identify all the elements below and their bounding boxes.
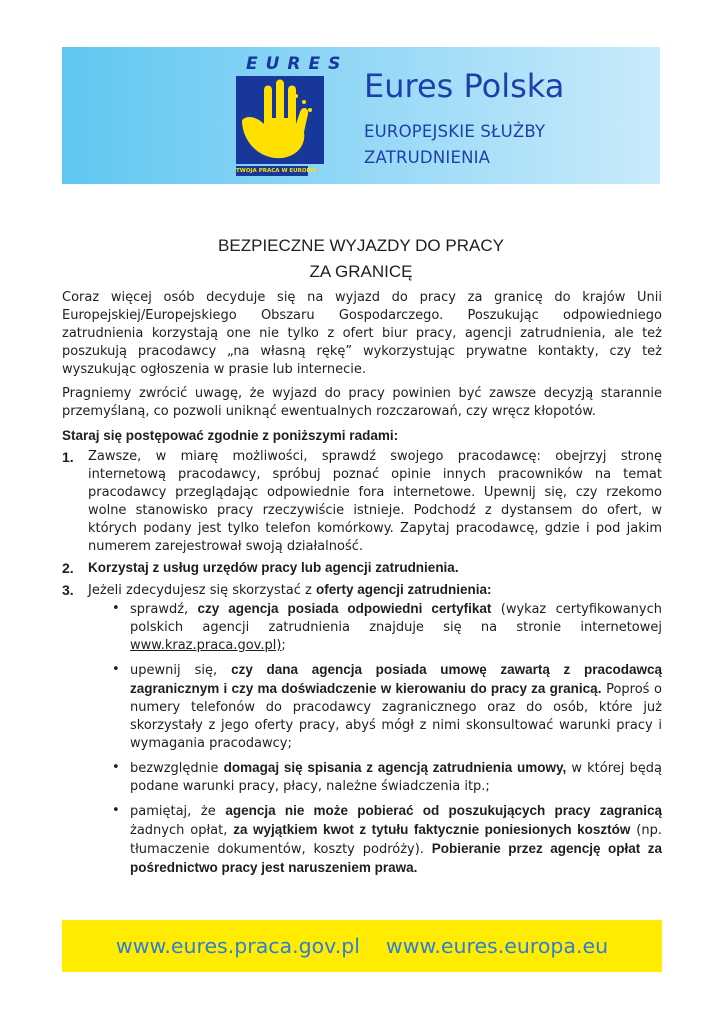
bullet-text: ; [281,638,286,653]
bullet-icon: • [112,760,120,775]
warning-paragraph: Pragniemy zwrócić uwagę, że wyjazd do pracy powinien być zawsze decyzją starannie przemyślaną, co pozwoli uniknąć ewentualnych rozczarowań, czy wręcz kłopotów. [62,386,662,419]
bullet-text: pamiętaj, że [130,804,226,819]
kraz-link[interactable]: www.kraz.praca.gov.pl) [130,638,282,653]
title-line-1: BEZPIECZNE WYJAZDY DO PRACY [218,236,504,255]
agency-checklist [88,600,662,878]
item-text: Korzystaj z usług urzędów pracy lub agencji zatrudnienia. [88,560,459,575]
document-title [62,233,660,285]
footer-banner [62,920,662,972]
intro-paragraph: Coraz więcej osób decyduje się na wyjazd do pracy za granicę do krajów Unii Europejskiej/Europejskiego Obszaru Gospodarczego. Poszukując odpowiedniego zatrudnienia korzystają one nie tylko z ofert biur pracy, agencji zatrudnienia, ale też poszukują pracodawcy „na własną rękę” wykorzystując prywatne kontakty, czy też wyszukując ogłoszenia w prasie lub internecie. [62,290,662,377]
item-text: Zawsze, w miarę możliwości, sprawdź swojego pracodawcę: obejrzyj stronę internetową pracodawcy, spróbuj poznać opinie innych pracowników na temat pracodawcy przeglądając odpowiednie fora internetowe. Upewnij się, czy rzekomo wolne stanowisko pracy rzeczywiście istnieje. Podchodź z dystansem do ofert, w których podany jest tylko telefon komórkowy. Zapytaj pracodawcę, gdzie i pod jakim numerem zarejestrował swoją działalność. [88,449,662,554]
item-text-bold: oferty agencji zatrudnienia: [316,582,492,597]
logo-tagline: TWOJA PRACA W EUROPIE [236,168,317,174]
brand-title: Eures Polska [364,67,565,105]
bullet-icon: • [112,662,120,677]
checklist-item [108,661,662,753]
advice-heading: Staraj się postępować zgodnie z poniższymi radami: [62,428,399,443]
eures-europa-link[interactable]: www.eures.europa.eu [385,934,609,958]
bullet-text: Poproś o numery telefonów do pracodawcy zagranicznego oraz do osób, które już skorzystały z jego oferty pracy, abyś mógł z nimi skonsultować warunki pracy i wymagania pracodawcy; [130,682,662,751]
bullet-text: bezwzględnie [130,761,224,776]
eures-praca-link[interactable]: www.eures.praca.gov.pl [115,934,360,958]
item-number: 2. [62,560,74,576]
advice-list [62,448,662,878]
bullet-text: (wykaz certyfikowanych polskich agencji zatrudnienia znajduje się na stronie internetowej [130,602,662,635]
bullet-text: sprawdź, [130,602,198,617]
bullet-bold: czy agencja posiada odpowiedni certyfikat [197,601,492,616]
bullet-bold: czy dana agencja posiada umowę zawartą z pracodawcą zagranicznym i czy ma doświadczenie w kierowaniu do pracy za granicą. [130,662,662,696]
item-number: 3. [62,582,74,598]
bullet-text: (np. tłumaczenie dokumentów, koszty podróży). [130,823,662,857]
bullet-text: upewnij się, [130,663,232,678]
bullet-icon: • [112,601,120,616]
bullet-icon: • [112,803,120,818]
document-body [62,289,662,884]
bullet-bold: Pobieranie przez agencję opłat za pośrednictwo pracy jest naruszeniem prawa. [130,841,662,875]
checklist-item [108,759,662,796]
bullet-text: żadnych opłat, [130,823,234,838]
advice-item-3 [62,581,662,878]
advice-item-1 [62,448,662,556]
bullet-bold: agencja nie może pobierać od poszukujących pracy zagranicą [225,803,662,818]
checklist-item [108,600,662,655]
brand-subtitle: EUROPEJSKIE SŁUŻBY ZATRUDNIENIA [364,122,546,167]
bullet-text: w której będą podane warunki pracy, płacy, należne świadczenia itp.; [130,761,663,794]
logo-wordmark: EURES [246,54,349,74]
advice-item-2 [62,559,662,578]
item-number: 1. [62,449,74,465]
checklist-item [108,802,662,878]
header-banner [62,47,660,184]
logo-emblem-icon [234,74,326,166]
bullet-bold: za wyjątkiem kwot z tytułu faktycznie poniesionych kosztów [233,822,631,837]
eures-logo [234,54,349,180]
title-line-2: ZA GRANICĘ [309,262,413,281]
bullet-bold: domagaj się spisania z agencją zatrudnienia umowy, [223,760,567,775]
item-text: Jeżeli zdecydujesz się skorzystać z [88,583,316,598]
